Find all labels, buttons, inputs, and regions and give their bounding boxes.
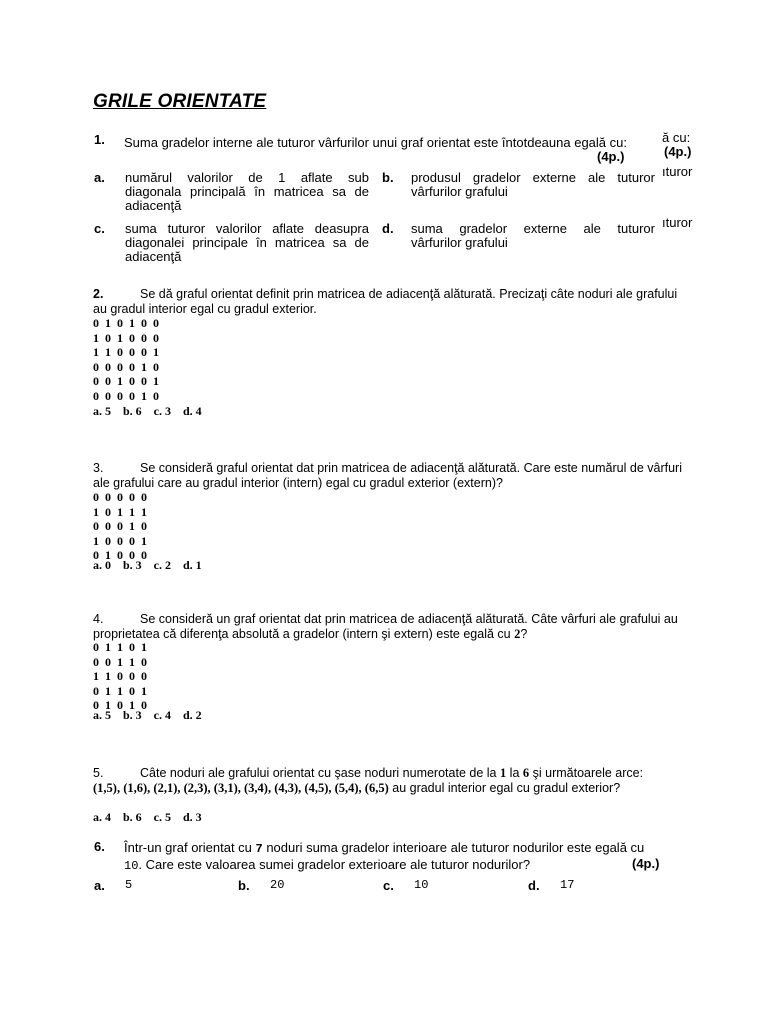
question-number: 6.: [94, 839, 105, 854]
matrix-row: 0 0 1 1 0: [93, 654, 149, 669]
option-text-a: numărul valorilor de 1 aflate sub diagonala principală în matricea sa de adiacenţă: [125, 170, 369, 213]
option-label-b: b.: [238, 878, 250, 893]
option-text-c: suma tuturor valorilor aflate deasupra diagonalei principale în matricea sa de adiacenţă: [125, 221, 369, 264]
matrix-row: 1 1 0 0 0: [93, 669, 149, 683]
option-value-b: 20: [270, 878, 285, 892]
question-text-value: 2: [514, 627, 521, 641]
question-text-part: . Care este valoarea sumei gradelor exterioare ale tuturor nodurilor?: [138, 857, 531, 872]
option-value-c: 10: [414, 878, 429, 892]
option-text-b: produsul gradelor externe ale tuturor vârfurilor grafului: [411, 170, 655, 199]
question-number: 1.: [94, 132, 105, 147]
option-value-a: 5: [125, 878, 133, 892]
matrix-row: 0 0 0 0 0: [93, 490, 149, 504]
question-number: 4.: [93, 612, 104, 626]
answer-options: a. 5 b. 3 c. 4 d. 2: [93, 708, 202, 722]
matrix-row: 0 0 0 0 1 0: [93, 359, 161, 374]
question-text-part: noduri suma gradelor interioare ale tuturor nodurilor este egală cu: [262, 840, 645, 855]
question-points-fragment: (4p.): [664, 144, 692, 159]
arc-list: (1,5), (1,6), (2,1), (2,3), (3,1), (3,4), (4,3), (4,5), (5,4), (6,5): [93, 781, 389, 795]
question-text-value: 1: [499, 766, 507, 780]
matrix-row: 0 1 0 0 0: [93, 548, 149, 562]
option-text-d: suma gradelor externe ale tuturor vârfurilor grafului: [411, 221, 655, 250]
question-text-value: 10: [124, 859, 139, 873]
matrix-row: 0 0 1 0 0 1: [93, 374, 161, 388]
option-label-c: c.: [94, 221, 105, 236]
question-text-fragment: ă cu:: [662, 130, 691, 145]
adjacency-matrix: [93, 316, 161, 403]
matrix-row: 1 0 0 0 1: [93, 533, 149, 548]
question-text-part: au gradul interior egal cu gradul exterior?: [388, 781, 621, 795]
adjacency-matrix: [93, 640, 149, 713]
option-label-b: b.: [382, 170, 394, 185]
matrix-row: 0 0 0 0 1 0: [93, 388, 161, 403]
question-text: [93, 766, 663, 796]
option-label-d: d.: [382, 221, 394, 236]
matrix-row: 1 0 1 0 0 0: [93, 330, 161, 345]
question-text: Se consideră graful orientat dat prin matricea de adiacenţă alăturată. Care este numărul de vârfuri ale grafului care au gradul interior (intern) egal cu gradul exterior (extern)?: [93, 461, 682, 490]
question-text-part: Se consideră un graf orientat dat prin matricea de adiacenţă alăturată. Câte vârfuri ale grafului au proprietatea că diferenţa absolută a gradelor (intern şi extern) este egală cu: [93, 612, 678, 641]
question-text-part: şi următoarele arce:: [529, 766, 644, 780]
question-number: 2.: [93, 287, 104, 301]
answer-options: a. 5 b. 6 c. 3 d. 4: [93, 404, 202, 418]
matrix-row: 0 1 0 1 0 0: [93, 316, 161, 330]
option-label-d: d.: [528, 878, 540, 893]
question-number: 5.: [93, 766, 104, 780]
option-value-d: 17: [560, 878, 575, 892]
question-number: 3.: [93, 461, 104, 475]
option-label-a: a.: [94, 878, 105, 893]
question-text-value: 6: [522, 766, 530, 780]
question-text-value: 7: [255, 842, 263, 856]
option-fragment: ıturor: [662, 164, 693, 179]
question-text-part: Câte noduri ale grafului orientat cu şase noduri numerotate de la: [140, 766, 500, 780]
option-label-c: c.: [383, 878, 394, 893]
question-text: Suma gradelor interne ale tuturor vârfurilor unui graf orientat este întotdeauna egală cu:: [124, 135, 627, 150]
question-text-part: ?: [520, 627, 528, 641]
answer-options: a. 4 b. 6 c. 5 d. 3: [93, 810, 202, 824]
option-fragment: ıturor: [662, 215, 693, 230]
matrix-row: 0 1 1 0 1: [93, 640, 149, 654]
question-text: [93, 612, 683, 642]
adjacency-matrix: [93, 490, 149, 563]
question-text-part: Într-un graf orientat cu: [124, 840, 256, 855]
matrix-row: 0 0 0 1 0: [93, 519, 149, 533]
matrix-row: 1 1 0 0 0 1: [93, 345, 161, 359]
matrix-row: 1 0 1 1 1: [93, 504, 149, 519]
question-text: Se dă graful orientat definit prin matricea de adiacenţă alăturată. Precizaţi câte noduri ale grafului au gradul interior egal cu gradul exterior.: [93, 287, 678, 316]
answer-options: a. 0 b. 3 c. 2 d. 1: [93, 558, 202, 572]
page-title: GRILE ORIENTATE: [93, 91, 267, 112]
question-text: [124, 840, 664, 874]
question-text-part: la: [506, 766, 523, 780]
question-points: (4p.): [632, 856, 660, 871]
matrix-row: 0 1 1 0 1: [93, 683, 149, 698]
matrix-row: 0 1 0 1 0: [93, 698, 149, 712]
option-label-a: a.: [94, 170, 105, 185]
question-points: (4p.): [597, 149, 625, 164]
